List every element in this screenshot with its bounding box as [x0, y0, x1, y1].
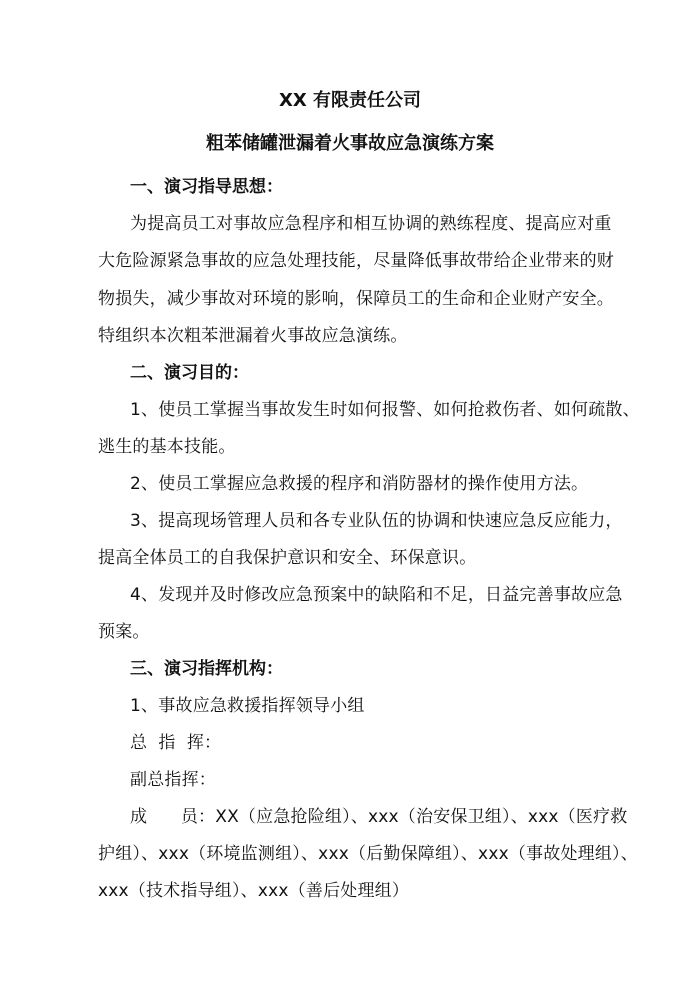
list-item-line: 2、使员工掌握应急救援的程序和消防器材的操作使用方法。	[130, 474, 589, 494]
list-item-line: 4、发现并及时修改应急预案中的缺陷和不足，日益完善事故应急	[130, 585, 623, 605]
section-heading-command-structure: 三、演习指挥机构：	[130, 659, 283, 679]
paragraph-line: 为提高员工对事故应急程序和相互协调的熟练程度、提高应对重	[130, 214, 612, 234]
list-item-line: 预案。	[98, 622, 150, 642]
paragraph-line: 特组织本次粗苯泄漏着火事故应急演练。	[98, 326, 408, 346]
deputy-commander-line: 副总指挥：	[130, 770, 216, 790]
list-item-line: 3、提高现场管理人员和各专业队伍的协调和快速应急反应能力，	[130, 511, 623, 531]
paragraph-line: 物损失，减少事故对环境的影响，保障员工的生命和企业财产安全。	[98, 289, 614, 309]
commander-line: 总 指 挥：	[130, 733, 222, 753]
list-item-line: 1、使员工掌握当事故发生时如何报警、如何抢救伤者、如何疏散、	[130, 400, 640, 420]
document-title: 粗苯储罐泄漏着火事故应急演练方案	[206, 133, 494, 154]
paragraph-line: 大危险源紧急事故的应急处理技能，尽量降低事故带给企业带来的财	[98, 251, 614, 271]
members-line: xxx（技术指导组）、xxx（善后处理组）	[98, 881, 410, 901]
list-item-line: 1、事故应急救援指挥领导小组	[130, 696, 365, 716]
members-line: 护组）、xxx（环境监测组）、xxx（后勤保障组）、xxx（事故处理组）、	[98, 844, 638, 864]
list-item-line: 逃生的基本技能。	[98, 437, 236, 457]
company-name: XX 有限责任公司	[278, 90, 422, 111]
members-line: 成 员：XX（应急抢险组）、xxx（治安保卫组）、xxx（医疗救	[130, 807, 628, 827]
list-item-line: 提高全体员工的自我保护意识和安全、环保意识。	[98, 548, 477, 568]
section-heading-guiding-thought: 一、演习指导思想：	[130, 177, 283, 197]
section-heading-purpose: 二、演习目的：	[130, 363, 249, 383]
